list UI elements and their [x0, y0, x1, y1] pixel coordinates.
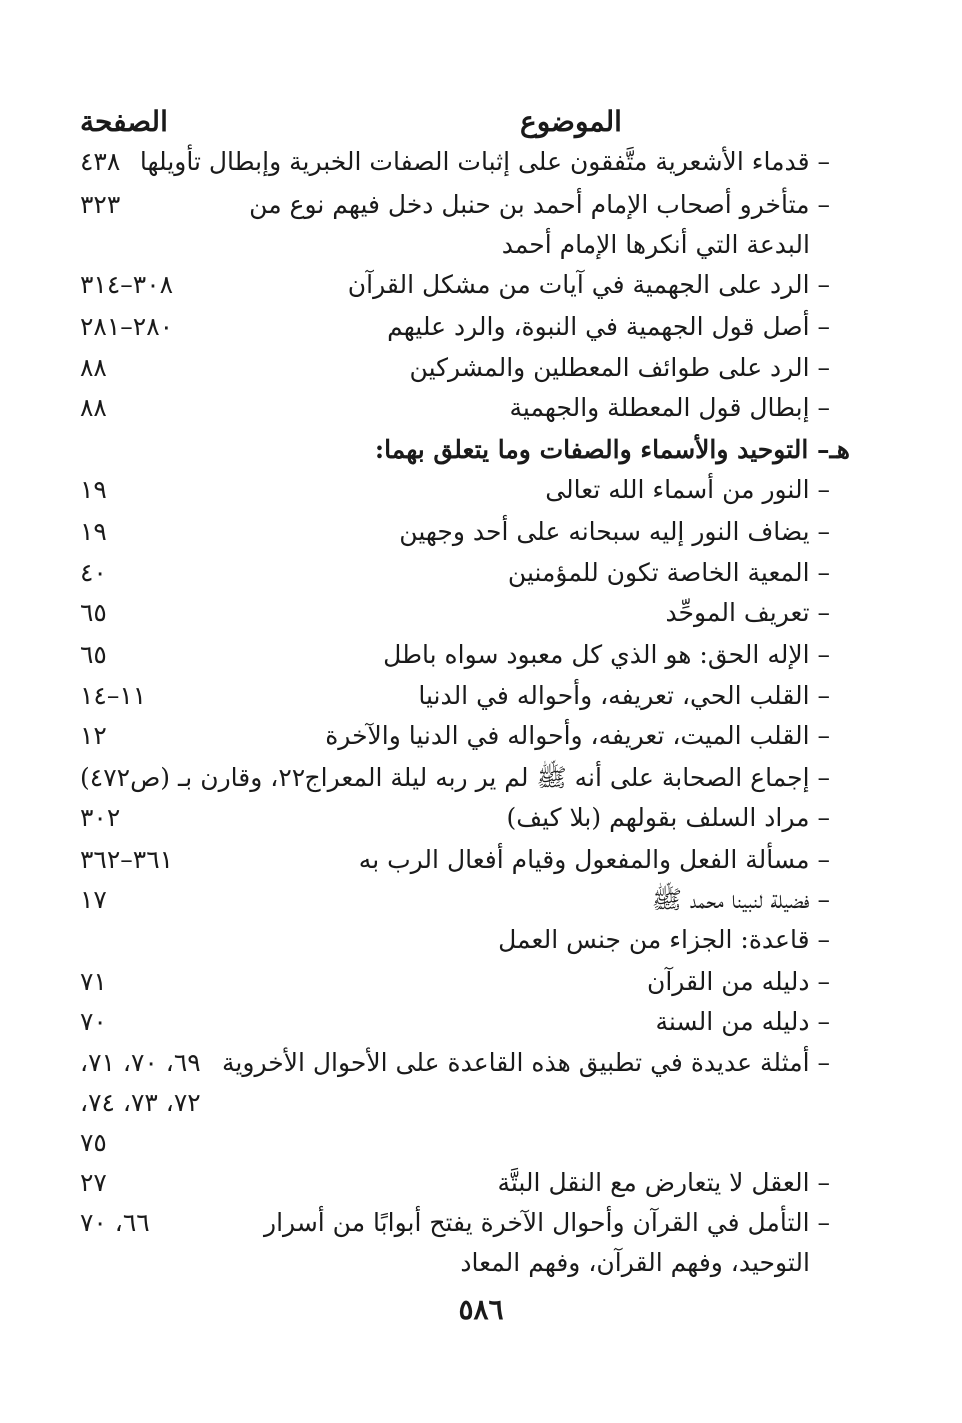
entry-pages: ٧٥: [80, 1128, 107, 1157]
index-header: [80, 105, 850, 145]
entry-topic: – أصل قول الجهمية في النبوة، والرد عليهم: [387, 312, 830, 341]
entry-topic: – القلب الميت، تعريفه، وأحواله في الدنيا والآخرة: [325, 721, 830, 750]
entry-topic: – قاعدة: الجزاء من جنس العمل: [498, 925, 830, 954]
entry-pages: ٦٩، ٧٠، ٧١،: [80, 1048, 201, 1077]
topic-column-header: الموضوع: [520, 105, 622, 138]
entry-pages: ١١–١٤: [80, 681, 147, 710]
entry-topic: – الرد على الجهمية في آيات من مشكل القرآن: [347, 270, 830, 299]
entry-pages: ٦٦، ٧٠: [80, 1208, 150, 1237]
entry-topic: – مسألة الفعل والمفعول وقيام أفعال الرب به: [358, 845, 830, 874]
entry-topic: – متأخرو أصحاب الإمام أحمد بن حنبل دخل فيهم نوع من: [249, 190, 830, 219]
entry-pages: ٢٧: [80, 1168, 107, 1197]
entry-pages: ١٧: [80, 885, 107, 914]
entry-pages: ٣٦١–٣٦٢: [80, 845, 174, 874]
entry-pages: ٦٥: [80, 598, 107, 627]
entry-topic: – مراد السلف بقولهم (بلا كيف): [506, 803, 830, 832]
page-column-header: الصفحة: [80, 105, 168, 138]
entry-topic: – التأمل في القرآن وأحوال الآخرة يفتح أبوابًا من أسرار: [264, 1208, 830, 1237]
entry-pages: ١٩: [80, 517, 107, 546]
entry-topic: – أمثلة عديدة في تطبيق هذه القاعدة على الأحوال الأخروية: [222, 1048, 830, 1077]
entry-pages: ٨٨: [80, 393, 107, 422]
entry-pages: ٢٢، وقارن بـ (ص٤٧٢): [80, 763, 306, 792]
entry-topic: – العقل لا يتعارض مع النقل البتَّة: [497, 1168, 830, 1197]
entry-topic: البدعة التي أنكرها الإمام أحمد: [501, 230, 810, 259]
entry-pages: ٢٨٠–٢٨١: [80, 312, 174, 341]
entry-pages: ٣٠٨–٣١٤: [80, 270, 174, 299]
entry-pages: ٣٠٢: [80, 803, 121, 832]
page-number: ٥٨٦: [458, 1293, 504, 1326]
entry-pages: ٧٠: [80, 1007, 107, 1036]
entry-pages: ٤٣٨: [80, 147, 121, 176]
section-heading-text: هـ– التوحيد والأسماء والصفات وما يتعلق بهما:: [374, 435, 850, 464]
entry-pages: ٨٨: [80, 353, 107, 382]
entry-topic: – فضيلة لنبينا محمد ﷺ: [651, 885, 830, 914]
entry-topic: – النور من أسماء الله تعالى: [545, 475, 830, 504]
entry-pages: ٣٢٣: [80, 190, 121, 219]
entry-pages: ١٢: [80, 721, 107, 750]
entry-topic: – الإله الحق: هو الذي كل معبود سواه باطل: [383, 640, 830, 669]
entry-topic: التوحيد، وفهم القرآن، وفهم المعاد: [460, 1248, 810, 1277]
entry-topic: – تعريف الموحِّد: [665, 598, 830, 627]
entry-pages: ٧٢، ٧٣، ٧٤،: [80, 1088, 201, 1117]
entry-topic: – يضاف النور إليه سبحانه على أحد وجهين: [399, 517, 830, 546]
entry-topic: – إجماع الصحابة على أنه ﷺ لم ير ربه ليلة المعراج: [304, 763, 830, 792]
entry-pages: ٧١: [80, 967, 107, 996]
entry-topic: – قدماء الأشعرية متَّفقون على إثبات الصفات الخبرية وإبطال تأويلها: [139, 147, 830, 176]
entry-topic: – الرد على طوائف المعطلين والمشركين: [409, 353, 830, 382]
entry-topic: – دليله من السنة: [655, 1007, 830, 1036]
entry-pages: ٤٠: [80, 558, 107, 587]
entry-topic: – المعية الخاصة تكون للمؤمنين: [507, 558, 830, 587]
entry-pages: ١٩: [80, 475, 107, 504]
entry-pages: ٦٥: [80, 640, 107, 669]
entry-topic: – دليله من القرآن: [646, 967, 830, 996]
entry-topic: – إبطال قول المعطلة والجهمية: [509, 393, 830, 422]
entry-topic: – القلب الحي، تعريفه، وأحواله في الدنيا: [418, 681, 830, 710]
